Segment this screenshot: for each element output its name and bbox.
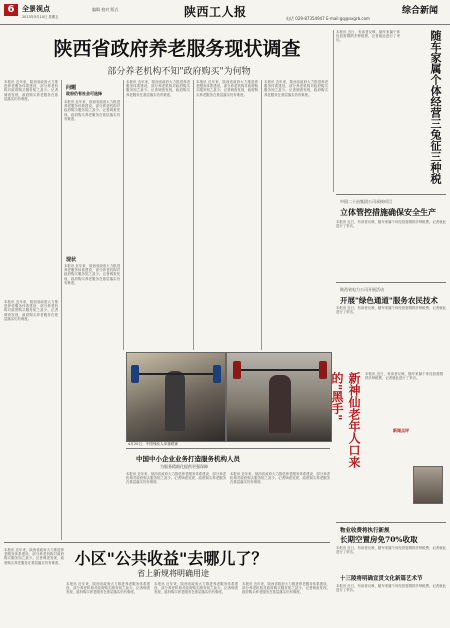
barbell-plate bbox=[213, 365, 221, 383]
barbell-plate bbox=[131, 365, 139, 383]
column-divider bbox=[123, 80, 124, 350]
bottom-body-col-3: 本报讯 近年来，陕西省政府大力推进养老服务体系建设，部分养老机构对政府购买服务知之甚少。记者调查发现，政府购买养老服务在基层落实仍有难度。 bbox=[154, 582, 238, 595]
lead-body-col-2-cont: 本报讯 近年来，陕西省政府大力推进养老服务体系建设，部分养老机构对政府购买服务知之甚少。记者调查发现，政府购买养老服务在基层落实仍有难度。 bbox=[64, 264, 120, 285]
small-story-headline: 物业收费将执行新规 bbox=[340, 528, 390, 534]
barbell-bar bbox=[237, 369, 323, 371]
right-story-body: 本报讯 近日，有读者反映，随车家属个体经营需缴纳多种税费，记者就此进行了采访。 bbox=[336, 30, 400, 43]
lead-body-col-2: 本报讯 近年来，陕西省政府大力推进养老服务体系建设，部分养老机构对政府购买服务知之甚少。记者调查发现，政府购买养老服务在基层落实仍有难度。 bbox=[64, 100, 120, 121]
barbell-plate bbox=[233, 361, 241, 379]
section-rule bbox=[336, 522, 446, 523]
section-label-problem: 问题 bbox=[66, 85, 77, 91]
section-rule bbox=[126, 448, 330, 449]
section-subtitle: 政府仍有社会可选择 bbox=[66, 91, 102, 96]
small-story-body: 本报讯 近日，有读者反映，随车家属个体经营需缴纳多种税费，记者就此进行了采访。 bbox=[336, 546, 446, 555]
portrait-photo bbox=[413, 466, 443, 504]
barbell-bar bbox=[135, 373, 217, 375]
story-headline: 中国中小企业业务打造服务机构人员 bbox=[136, 455, 240, 463]
page-category: 综合新闻 bbox=[402, 6, 439, 16]
lead-body-col-1: 本报讯 近年来，陕西省政府大力推进养老服务体系建设，部分养老机构对政府购买服务知之甚少。记者调查发现，政府购买养老服务在基层落实仍有难度。 bbox=[4, 80, 58, 101]
story-body: 本报讯 近日，有读者反映，随车家属个体经营需缴纳多种税费，记者就此进行了采访。 bbox=[336, 306, 446, 315]
story-headline: 立体管控措施确保安全生产 bbox=[340, 207, 436, 217]
lead-subheadline: 部分养老机构不知"政府购买"为何物 bbox=[107, 67, 251, 77]
story-subheadline: 为服务精细化提供更强保障 bbox=[160, 464, 208, 469]
page-number-badge: 6 bbox=[4, 4, 18, 16]
news-photo-right bbox=[226, 352, 332, 442]
bottom-headline: 小区"公共收益"去哪儿了？ bbox=[74, 549, 268, 568]
sidebar-headline: 新神仙老年人口来的"黑手" bbox=[330, 372, 361, 468]
news-photo-left bbox=[126, 352, 226, 442]
bottom-body-col-1: 本报讯 近年来，陕西省政府大力推进养老服务体系建设，部分养老机构对政府购买服务知之甚少。记者调查发现，政府购买养老服务在基层落实仍有难度。 bbox=[4, 548, 64, 565]
small-story-headline: 十三陵将明确宣贯文化新篇艺术节 bbox=[340, 576, 423, 582]
masthead bbox=[0, 0, 450, 28]
sidebar-label: 新闻点评 bbox=[393, 428, 409, 433]
story-headline: 开展"绿色通道"服务农民技术 bbox=[340, 296, 438, 305]
section-label-status: 现状 bbox=[66, 257, 77, 263]
sidebar-body: 本报讯 近日，有读者反映，随车家属个体经营需缴纳多种税费，记者就此进行了采访。 bbox=[365, 372, 443, 381]
section-rule bbox=[336, 282, 446, 283]
lead-headline: 陕西省政府养老服务现状调查 bbox=[53, 38, 301, 60]
story-kicker: 中国二十冶集团公司承接项目 bbox=[340, 199, 392, 204]
weightlifter-figure bbox=[165, 371, 185, 431]
photo-caption: 4月20日，中国残疾人举重联赛 bbox=[128, 442, 178, 446]
column-divider bbox=[193, 80, 194, 350]
lead-body-col-4: 本报讯 近年来，陕西省政府大力推进养老服务体系建设，部分养老机构对政府购买服务知之甚少。记者调查发现，政府购买养老服务在基层落实仍有难度。 bbox=[196, 80, 258, 97]
bottom-subheadline: 省上新规将明确用途 bbox=[137, 569, 209, 578]
lead-body-col-1-cont: 本报讯 近年来，陕西省政府大力推进养老服务体系建设，部分养老机构对政府购买服务知之甚少。记者调查发现，政府购买养老服务在基层落实仍有难度。 bbox=[4, 300, 58, 321]
small-story-headline: 长期空置房免70%收取 bbox=[340, 535, 418, 544]
story-body: 本报讯 近日，有读者反映，随车家属个体经营需缴纳多种税费，记者就此进行了采访。 bbox=[336, 220, 446, 229]
contact-line: 电话 029-87354947 E-mail:gq@sxgrb.com bbox=[286, 16, 370, 21]
right-story-headline: 随车家属个体经营三兔征三种税 bbox=[429, 30, 442, 184]
barbell-plate bbox=[319, 361, 327, 379]
story-kicker: 陕西省电力公司开展活动 bbox=[340, 287, 384, 292]
column-divider bbox=[261, 80, 262, 350]
weightlifter-figure bbox=[269, 375, 291, 433]
bottom-body-col-4: 本报讯 近年来，陕西省政府大力推进养老服务体系建设，部分养老机构对政府购买服务知之甚少。记者调查发现，政府购买养老服务在基层落实仍有难度。 bbox=[242, 582, 330, 595]
column-divider bbox=[61, 80, 62, 540]
editor-line: 编辑 校对 版式 bbox=[92, 7, 119, 12]
lead-body-col-3: 本报讯 近年来，陕西省政府大力推进养老服务体系建设，部分养老机构对政府购买服务知之甚少。记者调查发现，政府购买养老服务在基层落实仍有难度。 bbox=[126, 80, 190, 97]
masthead-rule bbox=[0, 24, 450, 25]
story-body: 本报讯 近年来，陕西省政府大力推进养老服务体系建设，部分养老机构对政府购买服务知之甚少。记者调查发现，政府购买养老服务在基层落实仍有难度。 bbox=[126, 472, 226, 485]
column-divider bbox=[333, 30, 334, 192]
section-rule bbox=[336, 194, 446, 195]
bottom-body-col-2: 本报讯 近年来，陕西省政府大力推进养老服务体系建设，部分养老机构对政府购买服务知之甚少。记者调查发现，政府购买养老服务在基层落实仍有难度。 bbox=[66, 582, 150, 595]
section-tag: 全景视点 bbox=[22, 4, 50, 13]
small-story-body: 本报讯 近日，有读者反映，随车家属个体经营需缴纳多种税费，记者就此进行了采访。 bbox=[336, 584, 446, 593]
section-rule bbox=[4, 542, 330, 543]
sidebar-column bbox=[330, 362, 446, 548]
story-body: 本报讯 近年来，陕西省政府大力推进养老服务体系建设，部分养老机构对政府购买服务知之甚少。记者调查发现，政府购买养老服务在基层落实仍有难度。 bbox=[230, 472, 330, 485]
paper-name: 陕西工人报 bbox=[184, 5, 247, 19]
edition-date: 2013年5月10日 星期五 bbox=[22, 15, 59, 19]
lead-body-col-5: 本报讯 近年来，陕西省政府大力推进养老服务体系建设，部分养老机构对政府购买服务知之甚少。记者调查发现，政府购买养老服务在基层落实仍有难度。 bbox=[264, 80, 328, 97]
